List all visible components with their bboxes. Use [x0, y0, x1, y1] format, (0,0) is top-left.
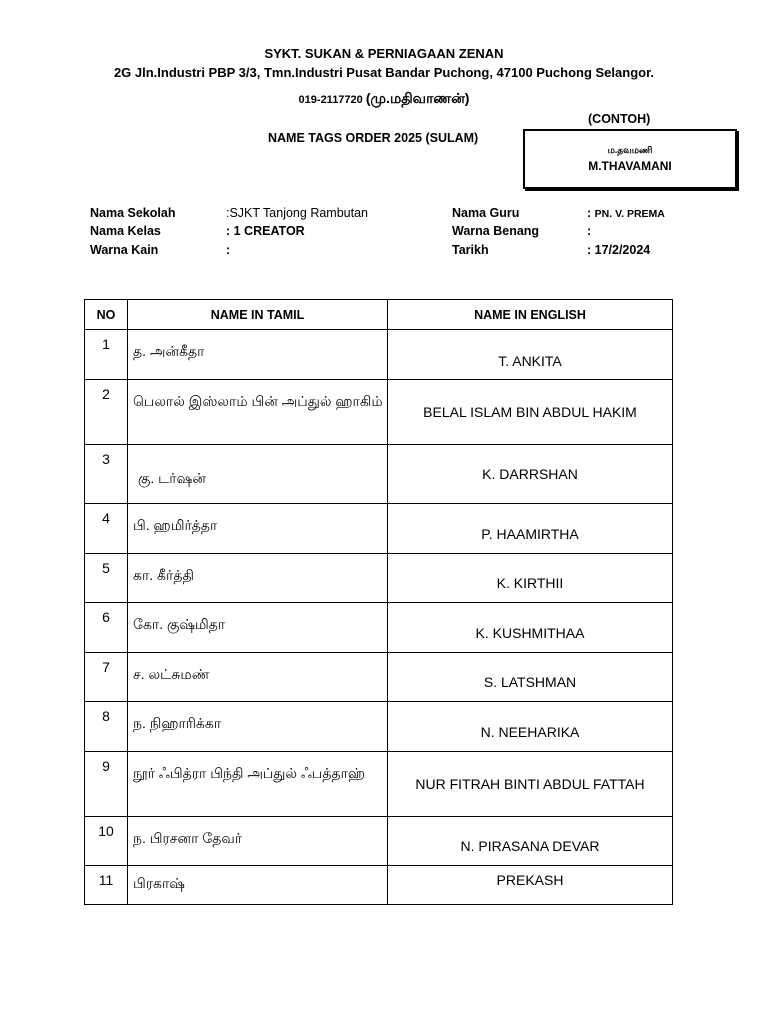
tamil-name: கோ. குஷ்மிதா: [128, 603, 388, 653]
class-label: Nama Kelas: [90, 224, 161, 238]
page-title: NAME TAGS ORDER 2025 (SULAM): [268, 131, 479, 145]
sample-tamil-name: ம.தவமணி: [607, 145, 653, 155]
english-name: N. PIRASANA DEVAR: [388, 817, 673, 866]
teacher-value: [587, 206, 665, 220]
row-number: 2: [85, 380, 128, 445]
table-row: [85, 702, 673, 752]
school-label: Nama Sekolah: [90, 206, 176, 220]
thread-color-label: Warna Benang: [452, 224, 540, 238]
class-value: : 1 CREATOR: [226, 224, 305, 238]
contact-name: (மு.மதிவாணன்): [365, 90, 470, 106]
english-name: PREKASH: [388, 866, 673, 905]
date-label: Tarikh: [452, 243, 489, 257]
teacher-label: Nama Guru: [452, 206, 520, 220]
tamil-name: கா. கீர்த்தி: [128, 554, 388, 603]
row-number: 3: [85, 445, 128, 504]
table-row: [85, 504, 673, 554]
tamil-name: பிரகாஷ்: [128, 866, 388, 905]
sample-name-tag: [523, 129, 737, 189]
row-number: 4: [85, 504, 128, 554]
sample-english-name: M.THAVAMANI: [588, 159, 672, 173]
row-number: 7: [85, 653, 128, 702]
english-name: T. ANKITA: [388, 330, 673, 380]
table-row: [85, 752, 673, 817]
sample-label: (CONTOH): [588, 112, 651, 126]
english-name: K. DARRSHAN: [388, 445, 673, 504]
table-row: [85, 866, 673, 905]
row-number: 6: [85, 603, 128, 653]
thread-color-value: :: [587, 224, 592, 238]
english-name: P. HAAMIRTHA: [388, 504, 673, 554]
english-name: N. NEEHARIKA: [388, 702, 673, 752]
date-value: : 17/2/2024: [587, 243, 651, 257]
table-row: [85, 603, 673, 653]
company-address: 2G Jln.Industri PBP 3/3, Tmn.Industri Pusat Bandar Puchong, 47100 Puchong Selangor.: [113, 65, 655, 80]
contact-line: [0, 90, 768, 109]
tamil-name: பி. ஹமிர்த்தா: [128, 504, 388, 554]
cloth-color-label: Warna Kain: [90, 243, 159, 257]
tamil-name: ச. லட்சுமண்: [128, 653, 388, 702]
phone-number: 019-2117720: [298, 94, 363, 106]
company-name: SYKT. SUKAN & PERNIAGAAN ZENAN: [264, 46, 504, 61]
school-value: :SJKT Tanjong Rambutan: [226, 206, 368, 220]
english-name: NUR FITRAH BINTI ABDUL FATTAH: [388, 752, 673, 817]
tamil-name: கு. டர்ஷன்: [128, 445, 388, 504]
row-number: 1: [85, 330, 128, 380]
header-name-tamil: NAME IN TAMIL: [128, 300, 388, 330]
name-tags-table: [84, 299, 673, 905]
table-header-row: [85, 300, 673, 330]
header-name-english: NAME IN ENGLISH: [388, 300, 673, 330]
teacher-name: PN. V. PREMA: [594, 208, 665, 220]
table-row: [85, 445, 673, 504]
teacher-colon: :: [587, 206, 592, 220]
table-row: [85, 554, 673, 603]
header-no: NO: [85, 300, 128, 330]
english-name: K. KIRTHII: [388, 554, 673, 603]
english-name: S. LATSHMAN: [388, 653, 673, 702]
table-row: [85, 380, 673, 445]
tamil-name: நூர் ஃபித்ரா பிந்தி அப்துல் ஃபத்தாஹ்: [128, 752, 388, 817]
tamil-name: ந. பிரசனா தேவர்: [128, 817, 388, 866]
row-number: 10: [85, 817, 128, 866]
cloth-color-value: :: [226, 243, 231, 257]
english-name: BELAL ISLAM BIN ABDUL HAKIM: [388, 380, 673, 445]
english-name: K. KUSHMITHAA: [388, 603, 673, 653]
row-number: 5: [85, 554, 128, 603]
row-number: 9: [85, 752, 128, 817]
tamil-name: பெலால் இஸ்லாம் பின் அப்துல் ஹாகிம்: [128, 380, 388, 445]
row-number: 8: [85, 702, 128, 752]
table-row: [85, 653, 673, 702]
tamil-name: ந. நிஹாரிக்கா: [128, 702, 388, 752]
tamil-name: த. அன்கீதா: [128, 330, 388, 380]
table-row: [85, 817, 673, 866]
row-number: 11: [85, 866, 128, 905]
table-row: [85, 330, 673, 380]
